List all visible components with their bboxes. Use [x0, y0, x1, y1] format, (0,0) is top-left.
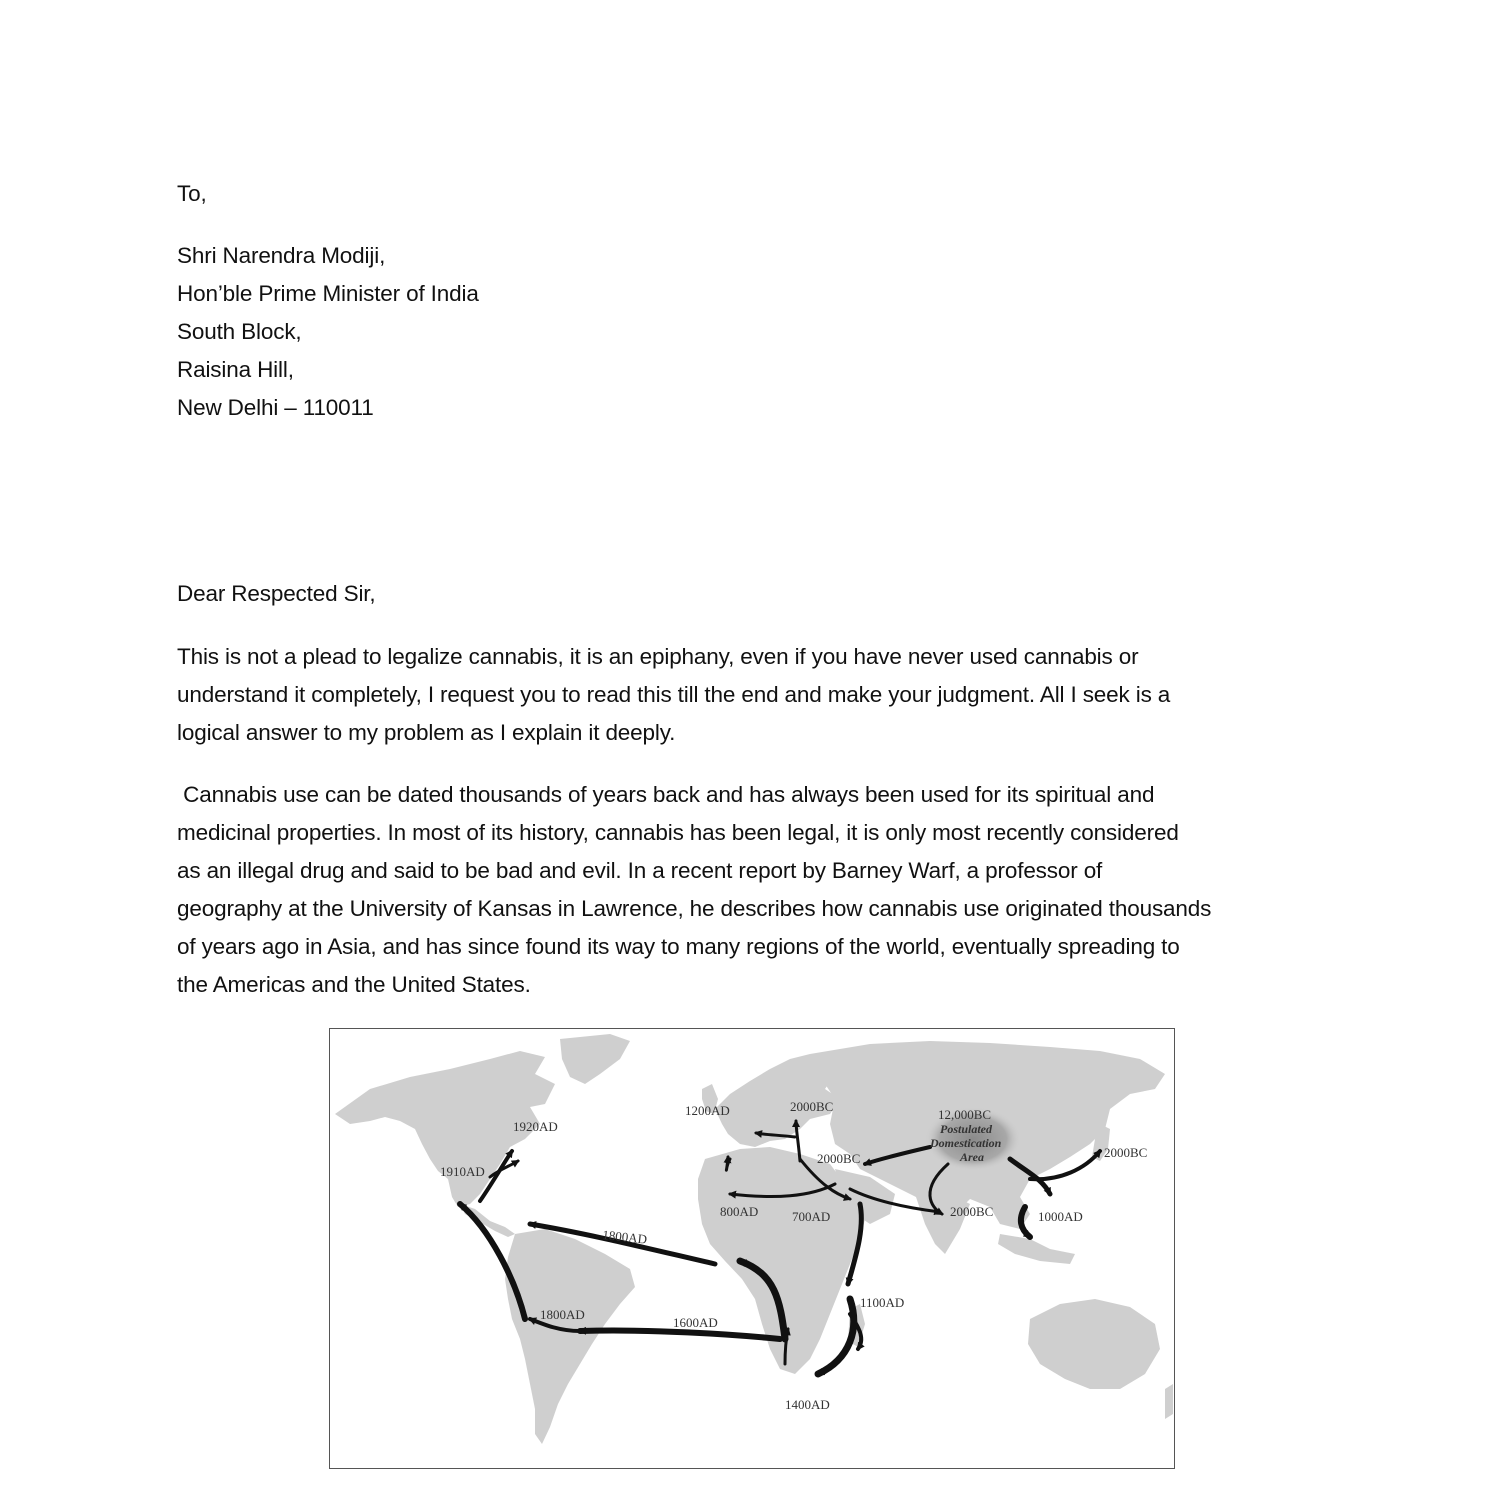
paragraph-2 — [177, 776, 1327, 1004]
label-1910ad: 1910AD — [440, 1164, 485, 1179]
world-map-graphic — [330, 1029, 1173, 1467]
paragraph-line: Cannabis use can be dated thousands of years back and has always been used for its spiritual and — [177, 782, 1155, 807]
address-line: Shri Narendra Modiji, — [177, 243, 386, 268]
label-1800ad-south-america: 1800AD — [540, 1307, 585, 1322]
route-africa-brazil — [580, 1331, 780, 1339]
origin-label-line: Domestication — [930, 1136, 1002, 1150]
paragraph-line: as an illegal drug and said to be bad and evil. In a recent report by Barney Warf, a professor of — [177, 858, 1103, 883]
label-1200ad: 1200AD — [685, 1103, 730, 1118]
paragraph-line: This is not a plead to legalize cannabis, it is an epiphany, even if you have never used cannabis or — [177, 644, 1139, 669]
label-2000bc-india: 2000BC — [950, 1204, 994, 1219]
origin-label-year: 12,000BC — [938, 1107, 992, 1122]
greenland-shape — [560, 1034, 630, 1084]
address-line: Hon’ble Prime Minister of India — [177, 281, 479, 306]
greeting-to-text: To, — [177, 181, 207, 206]
land-masses — [335, 1034, 1173, 1444]
label-1000ad: 1000AD — [1038, 1209, 1083, 1224]
paragraph-line: understand it completely, I request you to read this till the end and make your judgment. All I seek is a — [177, 682, 1171, 707]
label-2000bc-middle-east: 2000BC — [817, 1151, 861, 1166]
paragraph-line: medicinal properties. In most of its history, cannabis has been legal, it is only most recently considered — [177, 820, 1179, 845]
se-asia-islands-shape — [998, 1234, 1075, 1264]
label-1800ad-atlantic: 1800AD — [601, 1227, 648, 1247]
paragraph-line: logical answer to my problem as I explain it deeply. — [177, 720, 676, 745]
address-line: Raisina Hill, — [177, 357, 294, 382]
label-2000bc-japan: 2000BC — [1104, 1145, 1148, 1160]
cannabis-spread-map — [329, 1028, 1175, 1469]
label-700ad: 700AD — [792, 1209, 831, 1224]
route-china-seasia — [1021, 1207, 1030, 1237]
paragraph-line: geography at the University of Kansas in Lawrence, he describes how cannabis use originated thousands — [177, 896, 1212, 921]
label-1100ad: 1100AD — [860, 1295, 905, 1310]
south-america-shape — [505, 1229, 635, 1444]
india-shape — [915, 1194, 970, 1254]
label-1400ad: 1400AD — [785, 1397, 830, 1412]
label-800ad: 800AD — [720, 1204, 759, 1219]
origin-label-line: Area — [960, 1150, 984, 1164]
label-1600ad: 1600AD — [673, 1315, 718, 1330]
label-2000bc-europe: 2000BC — [790, 1099, 834, 1114]
recipient-address — [177, 237, 1327, 427]
paragraph-1 — [177, 638, 1327, 752]
address-line: South Block, — [177, 319, 302, 344]
label-1920ad: 1920AD — [513, 1119, 558, 1134]
salutation — [177, 575, 1327, 613]
paragraph-line: of years ago in Asia, and has since found its way to many regions of the world, eventually spreading to — [177, 934, 1180, 959]
paragraph-line: the Americas and the United States. — [177, 972, 531, 997]
address-line: New Delhi – 110011 — [177, 395, 374, 420]
greeting-to — [177, 175, 1327, 213]
origin-label-line: Postulated — [940, 1122, 993, 1136]
salutation-text: Dear Respected Sir, — [177, 581, 376, 606]
australia-shape — [1028, 1299, 1160, 1389]
new-zealand-shape — [1165, 1384, 1173, 1419]
